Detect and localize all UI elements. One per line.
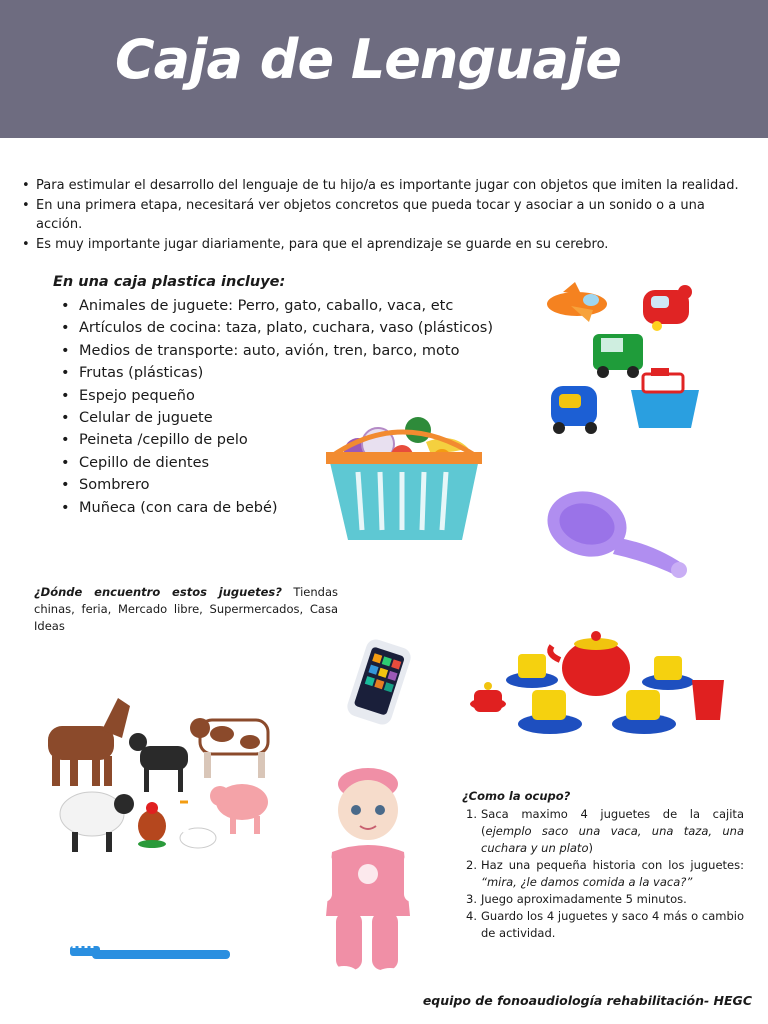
where-question: ¿Dónde encuentro estos juguetes?	[34, 585, 282, 599]
how-step	[462, 908, 744, 942]
sheep-icon	[60, 792, 134, 852]
intro-item: • Es muy importante jugar diariamente, para que el aprendizaje se guarde en su cerebro.	[20, 235, 750, 255]
intro-list	[20, 176, 750, 254]
toy-green-truck-icon	[593, 334, 643, 378]
horse-icon	[48, 698, 130, 786]
how-step	[462, 891, 744, 908]
where-answer: Tiendas chinas, feria, Mercado libre, Supermercados, Casa Ideas	[34, 585, 338, 633]
box-item: • Peineta /cepillo de pelo	[60, 429, 493, 451]
box-item: • Sombrero	[60, 474, 493, 496]
how-title: ¿Como la ocupo?	[462, 789, 571, 803]
box-item: • Animales de juguete: Perro, gato, caballo, vaca, etc	[60, 295, 493, 317]
where-to-find-text	[34, 584, 338, 635]
cow-icon	[190, 718, 268, 778]
box-item: • Artículos de cocina: taza, plato, cuchara, vaso (plásticos)	[60, 317, 493, 339]
step-example: “mira, ¿le damos comida a la vaca?”	[481, 875, 693, 889]
box-item: • Medios de transporte: auto, avión, tren, barco, moto	[60, 340, 493, 362]
pig-icon	[210, 784, 268, 834]
box-item: • Espejo pequeño	[60, 385, 493, 407]
step-text: Juego aproximadamente 5 minutos.	[481, 892, 687, 906]
cup-icon	[506, 654, 558, 688]
how-steps-list	[462, 806, 744, 942]
box-item: • Cepillo de dientes	[60, 452, 493, 474]
footer-credit: equipo de fonoaudiología rehabilitación- HEGC	[422, 993, 752, 1008]
hairbrush-image	[543, 484, 691, 584]
step-text-end: )	[588, 841, 593, 855]
baby-doll-image	[306, 766, 430, 986]
intro-item: • En una primera etapa, necesitará ver objetos concretos que pueda tocar y asociar a un sonido o a una acción.	[20, 196, 750, 235]
farm-animals-image	[36, 690, 276, 860]
toy-red-plane-icon	[643, 285, 692, 331]
box-heading: En una caja plastica incluye:	[53, 274, 286, 290]
toothbrush-image	[68, 940, 234, 966]
toy-boat-icon	[631, 368, 699, 428]
page-title: Caja de Lenguaje	[114, 28, 622, 91]
step-number: 3.	[466, 892, 477, 906]
cup-icon	[518, 690, 582, 734]
how-to-use-section	[462, 788, 744, 942]
how-step	[462, 806, 744, 857]
milk-jug-icon	[692, 680, 724, 720]
step-number: 4.	[466, 909, 477, 923]
rooster-icon	[138, 802, 166, 848]
sugar-bowl-icon	[470, 682, 506, 712]
toy-phone-image	[344, 638, 420, 728]
step-text: Haz una pequeña historia con los juguetes:	[481, 858, 744, 872]
toy-plane-icon	[547, 282, 607, 322]
step-number: 2.	[466, 858, 477, 872]
tea-set-image	[466, 630, 736, 744]
step-text: Saca maximo 4 juguetes de la cajita (	[481, 807, 744, 838]
box-item: • Celular de juguete	[60, 407, 493, 429]
goose-icon	[180, 802, 216, 848]
goat-icon	[129, 733, 188, 792]
cup-icon	[612, 690, 676, 734]
toy-vehicles-image	[545, 278, 705, 436]
toy-blue-car-icon	[551, 386, 597, 434]
box-item: • Muñeca (con cara de bebé)	[60, 497, 493, 519]
step-example: ejemplo saco una vaca, una taza, una cuchara y un plato	[481, 824, 744, 855]
intro-item: • Para estimular el desarrollo del lenguaje de tu hijo/a es importante jugar con objetos que imiten la realidad.	[20, 176, 750, 196]
step-number: 1.	[466, 807, 477, 821]
how-step	[462, 857, 744, 891]
box-item: • Frutas (plásticas)	[60, 362, 493, 384]
header-banner	[0, 0, 768, 138]
step-text: Guardo los 4 juguetes y saco 4 más o cambio de actividad.	[481, 909, 744, 940]
teapot-icon	[550, 631, 630, 696]
cup-icon	[642, 656, 694, 690]
fruit-basket-image	[322, 414, 486, 546]
